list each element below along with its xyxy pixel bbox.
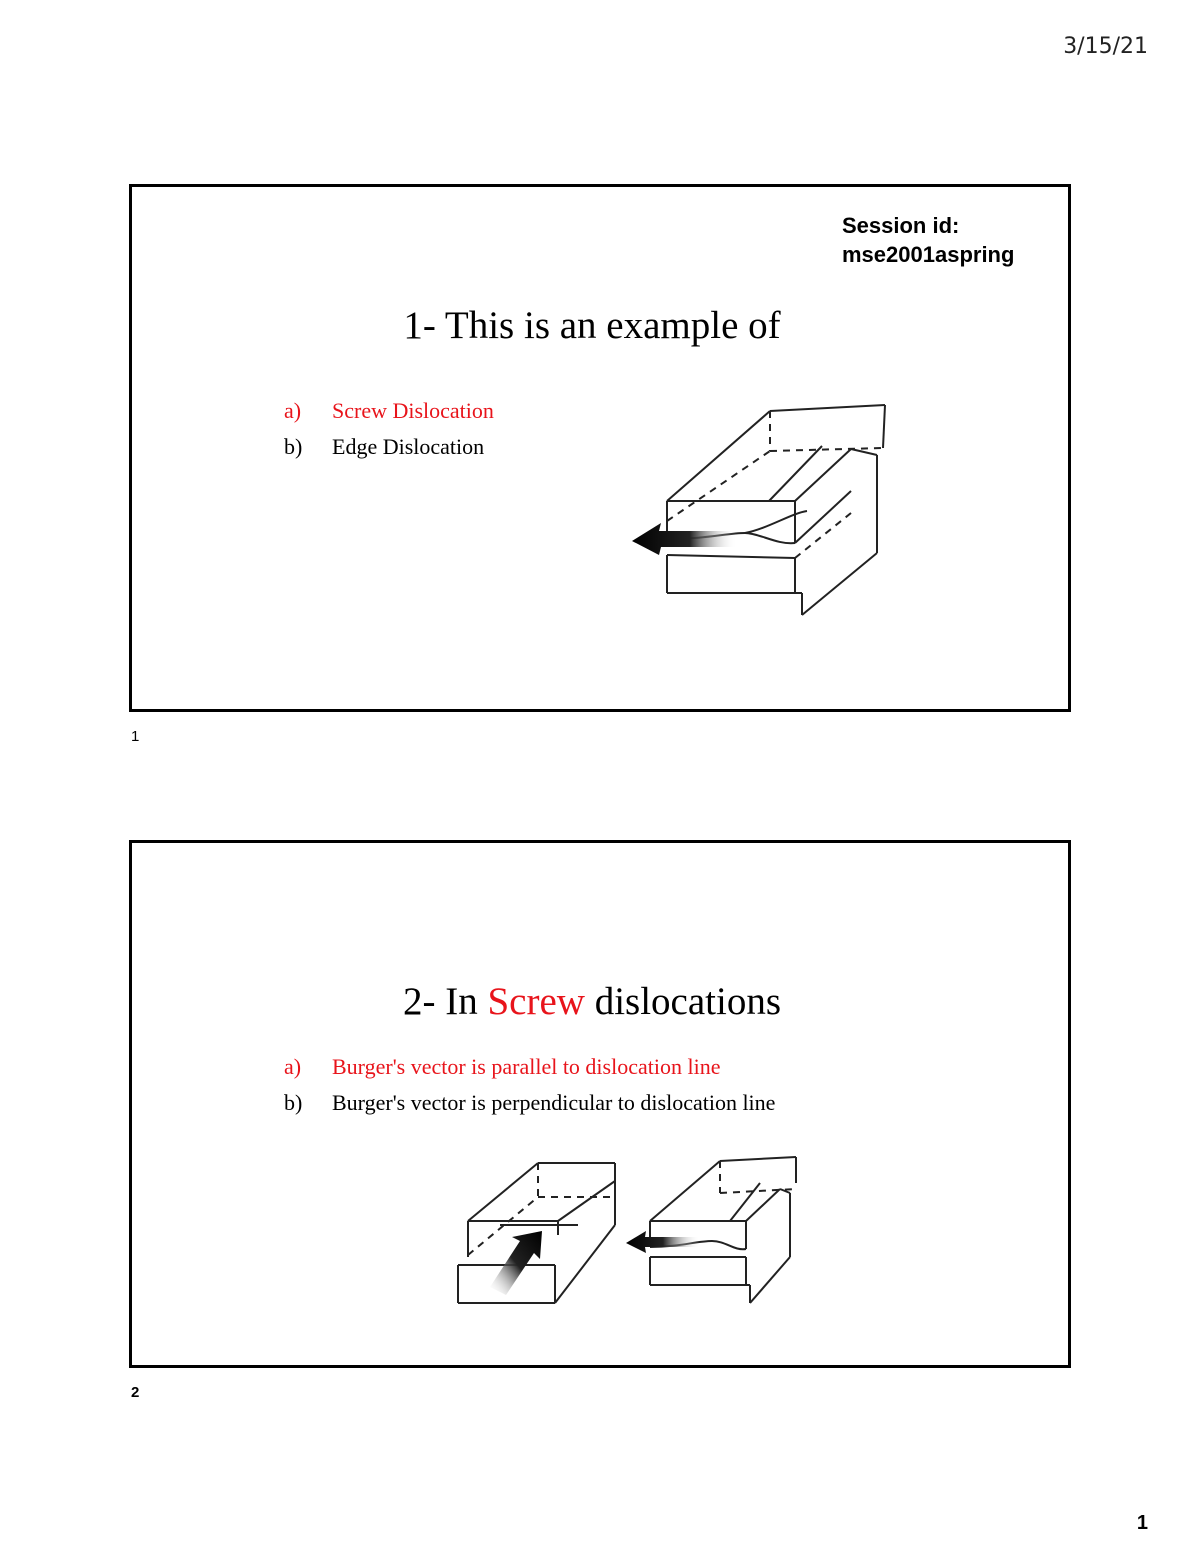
option-text: Burger's vector is parallel to dislocation line (332, 1054, 721, 1079)
option-text: Screw Dislocation (332, 398, 494, 423)
slide-2-options (284, 1049, 775, 1121)
slide-number-1: 1 (131, 728, 140, 745)
title-highlight: Screw (487, 980, 585, 1023)
screw-dislocation-diagram (627, 383, 897, 623)
title-prefix: 2- In (402, 980, 488, 1023)
title-suffix: dislocations (584, 980, 782, 1023)
edge-and-screw-dislocation-diagrams (450, 1137, 810, 1317)
option-b (284, 429, 494, 465)
slide-1-title: 1- This is an example of (403, 304, 781, 347)
option-text: Edge Dislocation (332, 434, 485, 459)
slide-1-options (284, 393, 494, 465)
option-letter: b) (284, 434, 303, 459)
option-letter: a) (284, 1054, 302, 1079)
option-text: Burger's vector is perpendicular to dislocation line (332, 1090, 776, 1115)
slide-number-2: 2 (131, 1384, 140, 1401)
option-b (284, 1085, 775, 1121)
option-a (284, 1049, 775, 1085)
option-a (284, 393, 494, 429)
session-value: mse2001aspring (842, 242, 1015, 267)
page-number: 1 (1136, 1512, 1148, 1534)
session-info (842, 211, 1014, 269)
page-date: 3/15/21 (1063, 34, 1148, 59)
slide-2-title (132, 979, 1052, 1024)
option-letter: b) (284, 1090, 303, 1115)
slide-2 (129, 840, 1071, 1368)
slide-1 (129, 184, 1071, 712)
session-label: Session id: (842, 213, 960, 238)
option-letter: a) (284, 398, 302, 423)
